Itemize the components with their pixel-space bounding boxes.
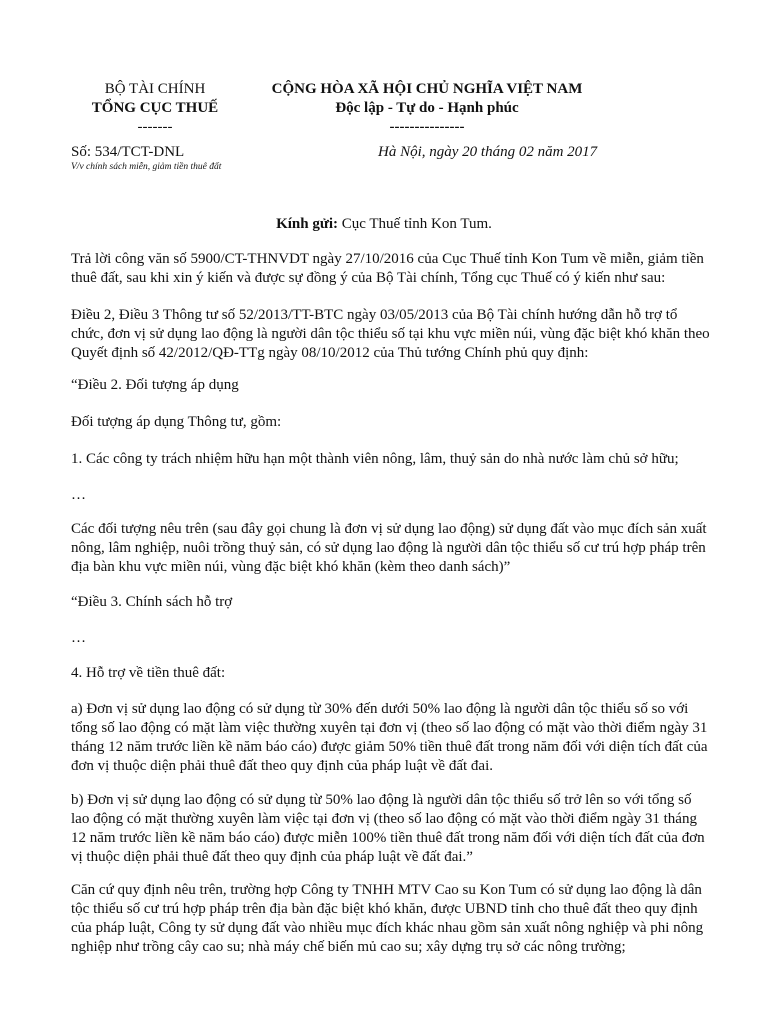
paragraph-article-3-title: “Điều 3. Chính sách hỗ trợ — [71, 594, 233, 610]
paragraph-article-2-title: “Điều 2. Đối tượng áp dụng — [71, 377, 239, 393]
national-motto: Độc lập - Tự do - Hạnh phúc — [335, 100, 519, 116]
paragraph-conclusion: Căn cứ quy định nêu trên, trường hợp Công ty TNHH MTV Cao su Kon Tum có sử dụng lao động là dân tộc thiểu số cư trú hợp pháp trên địa bàn đặc biệt khó khăn, được UBND tỉnh cho thuê đất theo quy định của pháp luật, Công ty sử dụng đất vào nhiều mục đích khác nhau gồm sản xuất nông nghiệp và phi nông nghiệp như trồng cây cao su; nhà máy chế biến mủ cao su; xây dựng trụ sở các nông trường; — [71, 882, 704, 955]
republic-title: CỘNG HÒA XÃ HỘI CHỦ NGHĨA VIỆT NAM — [271, 81, 583, 97]
recipient-name: Cục Thuế tỉnh Kon Tum. — [338, 216, 492, 232]
recipient-line — [0, 215, 768, 234]
paragraph-item-b: b) Đơn vị sử dụng lao động có sử dụng từ 50% lao động là người dân tộc thiểu số trở lên so với tổng số lao động có mặt thường xuyên làm việc tại đơn vị (theo số lao động có mặt vào thời điểm ngày 31 tháng 12 năm trước liền kề năm báo cáo) được miễn 100% tiền thuê đất trong năm đối với diện tích đất của đơn vị thuộc diện phải thuê đất theo quy định của pháp luật về đất đai.” — [71, 792, 705, 865]
paragraph-scope: Đối tượng áp dụng Thông tư, gồm: — [71, 414, 282, 430]
paragraph-intro: Trả lời công văn số 5900/CT-THNVDT ngày 27/10/2016 của Cục Thuế tỉnh Kon Tum về miễn, giảm tiền thuê đất, sau khi xin ý kiến và được sự đồng ý của Bộ Tài chính, Tổng cục Thuế có ý kiến như sau: — [71, 251, 704, 286]
paragraph-ellipsis-1: … — [71, 487, 86, 503]
department-name: TỔNG CỤC THUẾ — [91, 100, 219, 116]
ministry-name: BỘ TÀI CHÍNH — [104, 81, 206, 97]
motto-divider: --------------- — [389, 119, 465, 135]
paragraph-item-a: a) Đơn vị sử dụng lao động có sử dụng từ 30% đến dưới 50% lao động là người dân tộc thiểu số so với tổng số lao động có mặt làm việc thường xuyên tại đơn vị (theo số lao động có mặt vào thời điểm ngày 31 tháng 12 năm trước liền kề năm báo cáo) được giảm 50% tiền thuê đất trong năm đối với diện tích đất của đơn vị thuộc diện phải thuê đất theo quy định của pháp luật về đất đai. — [71, 701, 708, 774]
paragraph-subjects: Các đối tượng nêu trên (sau đây gọi chung là đơn vị sử dụng lao động) sử dụng đất vào mục đích sản xuất nông, lâm nghiệp, nuôi trồng thuỷ sản, có sử dụng lao động là người dân tộc thiểu số cư trú hợp pháp trên địa bàn khu vực miền núi, vùng đặc biệt khó khăn (kèm theo danh sách)” — [71, 521, 707, 575]
issuer-block — [60, 80, 250, 137]
paragraph-item-1: 1. Các công ty trách nhiệm hữu hạn một thành viên nông, lâm, thuỷ sản do nhà nước làm chủ sở hữu; — [71, 451, 679, 467]
document-subject: V/v chính sách miễn, giảm tiền thuê đất — [71, 162, 222, 172]
paragraph-item-4: 4. Hỗ trợ về tiền thuê đất: — [71, 665, 226, 681]
recipient-label: Kính gửi: — [276, 216, 338, 232]
paragraph-legal-basis: Điều 2, Điều 3 Thông tư số 52/2013/TT-BTC ngày 03/05/2013 của Bộ Tài chính hướng dẫn hỗ trợ tổ chức, đơn vị sử dụng lao động là người dân tộc thiểu số tại khu vực miền núi, vùng đặc biệt khó khăn theo Quyết định số 42/2012/QĐ-TTg ngày 08/10/2012 của Thủ tướng Chính phủ quy định: — [71, 307, 710, 361]
paragraph-ellipsis-2: … — [71, 630, 86, 646]
document-number: Số: 534/TCT-DNL — [71, 144, 185, 160]
issuer-divider: ------- — [137, 119, 173, 135]
national-heading — [256, 80, 598, 137]
document-date: Hà Nội, ngày 20 tháng 02 năm 2017 — [378, 144, 598, 160]
